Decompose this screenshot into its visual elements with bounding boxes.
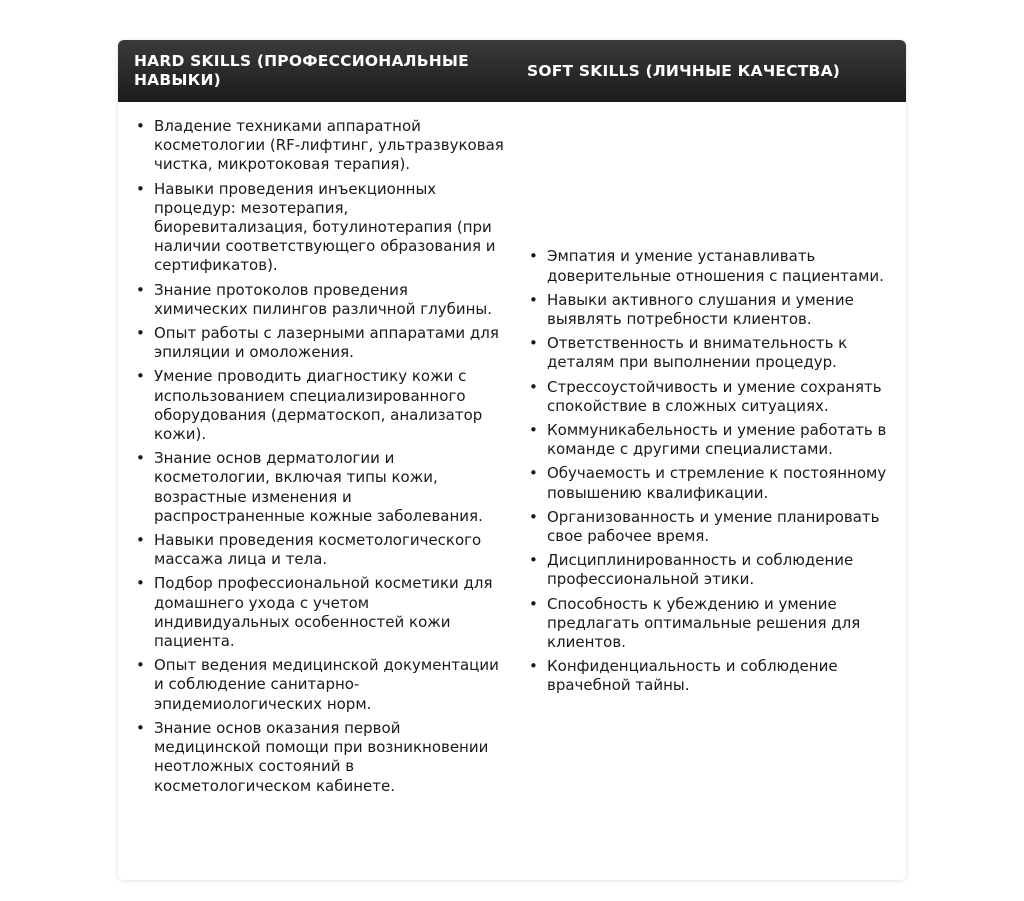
list-item-text: Опыт работы с лазерными аппаратами для эпиляции и омоложения. <box>154 324 499 362</box>
soft-skill-item <box>527 657 898 695</box>
bullet-icon: • <box>136 280 145 299</box>
bullet-icon: • <box>529 657 538 676</box>
soft-skill-item <box>527 508 898 546</box>
soft-skill-item <box>527 464 898 502</box>
list-item-text: Опыт ведения медицинской документации и соблюдение санитарно-эпидемиологических норм. <box>154 656 499 713</box>
list-item-text: Организованность и умение планировать свое рабочее время. <box>547 507 880 545</box>
list-item-text: Коммуникабельность и умение работать в команде с другими специалистами. <box>547 420 887 459</box>
hard-skills-list <box>134 117 504 801</box>
soft-skills-list <box>527 247 898 700</box>
list-item-text: Владение техниками аппаратной косметологии (RF-лифтинг, ультразвуковая чистка, микротоковая терапия). <box>154 117 504 174</box>
soft-skills-heading: SOFT SKILLS (ЛИЧНЫЕ КАЧЕСТВА) <box>527 61 841 80</box>
soft-skill-item <box>527 334 898 372</box>
bullet-icon: • <box>529 551 538 570</box>
bullet-icon: • <box>136 324 145 343</box>
list-item-text: Стрессоустойчивость и умение сохранять спокойствие в сложных ситуациях. <box>547 377 882 415</box>
table-header <box>118 40 906 102</box>
bullet-icon: • <box>529 290 538 309</box>
bullet-icon: • <box>529 507 538 526</box>
soft-skill-item <box>527 551 898 589</box>
bullet-icon: • <box>529 247 538 266</box>
list-item-text: Навыки проведения косметологического массажа лица и тела. <box>154 531 482 569</box>
bullet-icon: • <box>529 377 538 396</box>
list-item-text: Навыки активного слушания и умение выявлять потребности клиентов. <box>547 290 854 328</box>
list-item-text: Знание основ оказания первой медицинской помощи при возникновении неотложных состояний в косметологическом кабинете. <box>154 718 489 795</box>
list-item-text: Способность к убеждению и умение предлагать оптимальные решения для клиентов. <box>547 594 861 652</box>
table-body <box>118 102 906 880</box>
list-item-text: Дисциплинированность и соблюдение профессиональной этики. <box>547 551 854 589</box>
hard-skills-heading: HARD SKILLS (ПРОФЕССИОНАЛЬНЫЕ НАВЫКИ) <box>134 52 469 89</box>
bullet-icon: • <box>136 656 145 675</box>
hard-skills-column <box>118 102 512 880</box>
bullet-icon: • <box>136 179 145 198</box>
list-item-text: Конфиденциальность и соблюдение врачебной тайны. <box>547 657 838 695</box>
list-item-text: Эмпатия и умение устанавливать доверительные отношения с пациентами. <box>547 247 884 285</box>
soft-skill-item <box>527 378 898 416</box>
bullet-icon: • <box>136 531 145 550</box>
list-item-text: Подбор профессиональной косметики для домашнего ухода с учетом индивидуальных особенностей кожи пациента. <box>154 574 493 651</box>
hard-skill-item <box>134 531 504 569</box>
bullet-icon: • <box>529 594 538 613</box>
soft-skill-item <box>527 595 898 653</box>
list-item-text: Умение проводить диагностику кожи с использованием специализированного оборудования (дерматоскоп, анализатор кожи). <box>154 367 483 444</box>
hard-skill-item <box>134 117 504 175</box>
soft-skill-item <box>527 247 898 285</box>
bullet-icon: • <box>529 334 538 353</box>
hard-skill-item <box>134 180 504 276</box>
soft-skill-item <box>527 291 898 329</box>
soft-skill-item <box>527 421 898 459</box>
list-item-text: Знание основ дерматологии и косметологии, включая типы кожи, возрастные изменения и распространенные кожные заболевания. <box>154 449 483 525</box>
list-item-text: Знание протоколов проведения химических пилингов различной глубины. <box>154 280 492 318</box>
hard-skill-item <box>134 324 504 362</box>
hard-skill-item <box>134 281 504 319</box>
bullet-icon: • <box>136 367 145 386</box>
hard-skill-item <box>134 449 504 526</box>
bullet-icon: • <box>136 718 145 737</box>
bullet-icon: • <box>529 420 538 439</box>
bullet-icon: • <box>136 574 145 593</box>
soft-skills-column <box>512 102 906 880</box>
hard-skill-item <box>134 574 504 651</box>
hard-skill-item <box>134 656 504 714</box>
hard-skill-item <box>134 367 504 444</box>
list-item-text: Ответственность и внимательность к деталям при выполнении процедур. <box>547 334 848 372</box>
hard-skill-item <box>134 719 504 796</box>
bullet-icon: • <box>136 117 145 135</box>
bullet-icon: • <box>136 449 145 468</box>
list-item-text: Обучаемость и стремление к постоянному повышению квалификации. <box>547 464 887 502</box>
list-item-text: Навыки проведения инъекционных процедур: мезотерапия, биоревитализация, ботулинотерапия (при наличии соответствующего образования и сертификатов). <box>154 179 496 275</box>
bullet-icon: • <box>529 464 538 483</box>
skills-table <box>118 40 906 880</box>
